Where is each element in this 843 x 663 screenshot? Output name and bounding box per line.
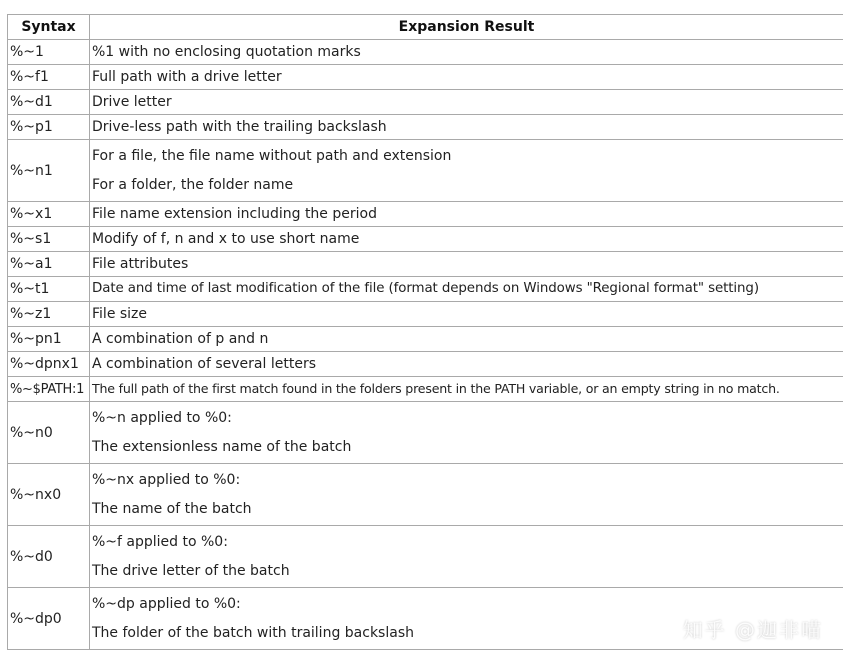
table-header-row (8, 15, 843, 40)
result-line: %~n applied to %0: (92, 410, 232, 426)
result-line: %~nx applied to %0: (92, 472, 241, 488)
syntax-cell: %~1 (8, 40, 90, 65)
result-line: File name extension including the period (92, 206, 377, 222)
result-line: %~f applied to %0: (92, 534, 228, 550)
table-row (8, 202, 843, 227)
table-row (8, 352, 843, 377)
result-cell (90, 377, 843, 402)
syntax-cell: %~t1 (8, 277, 90, 302)
result-cell (90, 352, 843, 377)
result-line: %1 with no enclosing quotation marks (92, 44, 361, 60)
header-syntax: Syntax (8, 15, 90, 40)
result-line: The extensionless name of the batch (92, 439, 352, 455)
table-row (8, 115, 843, 140)
result-cell (90, 202, 843, 227)
result-cell (90, 65, 843, 90)
table-row (8, 227, 843, 252)
result-cell (90, 90, 843, 115)
result-cell (90, 40, 843, 65)
syntax-cell: %~d1 (8, 90, 90, 115)
syntax-cell: %~z1 (8, 302, 90, 327)
result-cell (90, 115, 843, 140)
table-row (8, 90, 843, 115)
result-line: Drive-less path with the trailing backslash (92, 119, 387, 135)
result-line: File attributes (92, 256, 189, 272)
table-row (8, 140, 843, 202)
syntax-cell: %~x1 (8, 202, 90, 227)
syntax-cell: %~s1 (8, 227, 90, 252)
result-cell (90, 252, 843, 277)
syntax-cell: %~n1 (8, 140, 90, 202)
result-line: Date and time of last modification of the file (format depends on Windows "Regional format" setting) (92, 281, 759, 296)
syntax-cell: %~dp0 (8, 588, 90, 650)
syntax-cell: %~$PATH:1 (8, 377, 90, 402)
result-cell (90, 277, 843, 302)
table-row (8, 377, 843, 402)
result-line: A combination of p and n (92, 331, 269, 347)
result-line: The full path of the first match found in the folders present in the PATH variable, or an empty string in no match. (92, 381, 780, 396)
result-line: Modify of f, n and x to use short name (92, 231, 360, 247)
syntax-cell: %~p1 (8, 115, 90, 140)
syntax-cell: %~pn1 (8, 327, 90, 352)
table-row (8, 302, 843, 327)
syntax-cell: %~a1 (8, 252, 90, 277)
result-cell (90, 526, 843, 588)
table-row (8, 464, 843, 526)
header-expansion-result: Expansion Result (90, 15, 843, 40)
result-cell (90, 464, 843, 526)
zhihu-watermark: 知乎 @迦非喵 (682, 618, 823, 642)
table-row (8, 402, 843, 464)
result-line: Drive letter (92, 94, 172, 110)
table-row (8, 526, 843, 588)
result-cell (90, 227, 843, 252)
syntax-cell: %~dpnx1 (8, 352, 90, 377)
result-cell (90, 327, 843, 352)
syntax-cell: %~n0 (8, 402, 90, 464)
result-cell (90, 402, 843, 464)
result-line: %~dp applied to %0: (92, 596, 241, 612)
syntax-cell: %~nx0 (8, 464, 90, 526)
table-row (8, 252, 843, 277)
syntax-cell: %~d0 (8, 526, 90, 588)
result-cell (90, 140, 843, 202)
result-line: Full path with a drive letter (92, 69, 282, 85)
table-row (8, 40, 843, 65)
result-line: File size (92, 306, 148, 322)
table-row (8, 65, 843, 90)
result-line: A combination of several letters (92, 356, 316, 372)
result-line: The name of the batch (92, 501, 252, 517)
result-line: For a file, the file name without path and extension (92, 148, 452, 164)
result-line: For a folder, the folder name (92, 177, 294, 193)
table-row (8, 327, 843, 352)
clipped-text-above (0, 0, 843, 5)
result-line: The drive letter of the batch (92, 563, 290, 579)
syntax-cell: %~f1 (8, 65, 90, 90)
result-line: The folder of the batch with trailing backslash (92, 625, 414, 641)
table-row (8, 277, 843, 302)
expansion-table (7, 14, 843, 650)
result-cell (90, 302, 843, 327)
